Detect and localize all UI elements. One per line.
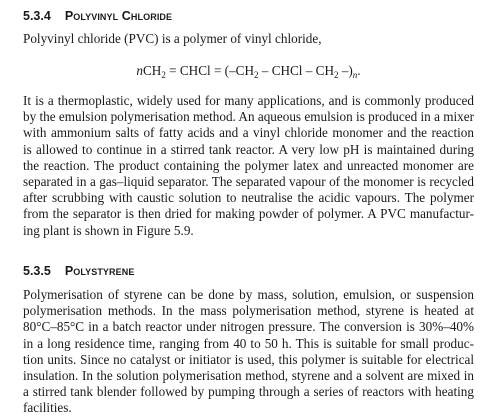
section-number: 5.3.4 (23, 9, 51, 23)
polymerization-equation (23, 63, 474, 83)
equation-subscript: 2 (254, 70, 259, 80)
section-heading-polystyrene (23, 264, 134, 278)
equation-part: . (357, 63, 361, 78)
text-line: after scrubbing with caustic solution to neutralise the acidic vapours. The polymer (23, 190, 474, 206)
text-line: with ammonium salts of fatty acids and a vinyl chloride monomer and the reaction (23, 125, 474, 141)
section-heading-pvc (23, 9, 172, 23)
text-line: separated in a gas–liquid separator. The separated vapour of the monomer is recycled (23, 174, 474, 190)
equation-part: = CHCl = (–CH (165, 63, 254, 78)
equation-part: CH (143, 63, 162, 78)
section-title: Polystyrene (64, 264, 135, 278)
section-title: Polyvinyl Chloride (64, 9, 173, 23)
equation-part: –) (338, 63, 353, 78)
equation-subscript-n: n (352, 70, 358, 80)
text-line: by the emulsion polymerisation method. An aqueous emulsion is produced in a mixer (23, 109, 474, 125)
equation-subscript: 2 (161, 70, 166, 80)
text-line: from the separator is then dried for making powder of polymer. A PVC manufactur- (23, 206, 474, 222)
text-line: 80°C–85°C in a batch reactor under nitrogen pressure. The conversion is 30%–40% (23, 319, 474, 335)
text-line: It is a thermoplastic, widely used for many applications, and is commonly produced (23, 93, 474, 108)
text-line: insulation. In the solution polymerisation method, styrene and a solvent are mixed in (23, 368, 474, 384)
equation-part: – CHCl – CH (258, 63, 334, 78)
text-line: in a long residence time, ranging from 40 to 50 h. This is suitable for small produc- (23, 335, 474, 351)
equation-subscript: 2 (333, 70, 339, 80)
text-line: the reaction. The product containing the polymer latex and unreacted monomer are (23, 157, 474, 173)
text-line: a stirred tank blender followed by pumping through a series of reactors with heating (23, 384, 474, 400)
text-line: is allowed to continue in a stirred tank reactor. A very low pH is maintained during (23, 141, 474, 157)
text-line: Polymerisation of styrene can be done by mass, solution, emulsion, or suspension (23, 287, 474, 302)
text-line: facilities. (23, 400, 72, 416)
text-line: tion units. Since no catalyst or initiator is used, this polymer is suitable for electrical (23, 351, 474, 367)
pvc-paragraph (23, 93, 474, 239)
text-line: ing plant is shown in Figure 5.9. (23, 222, 194, 238)
intro-paragraph: Polyvinyl chloride (PVC) is a polymer of vinyl chloride, (23, 31, 322, 46)
polystyrene-paragraph (23, 287, 474, 417)
section-number: 5.3.5 (23, 264, 51, 278)
text-line: polymerisation methods. In the mass polymerisation method, styrene is heated at (23, 303, 474, 319)
equation-coefficient: n (136, 63, 144, 78)
